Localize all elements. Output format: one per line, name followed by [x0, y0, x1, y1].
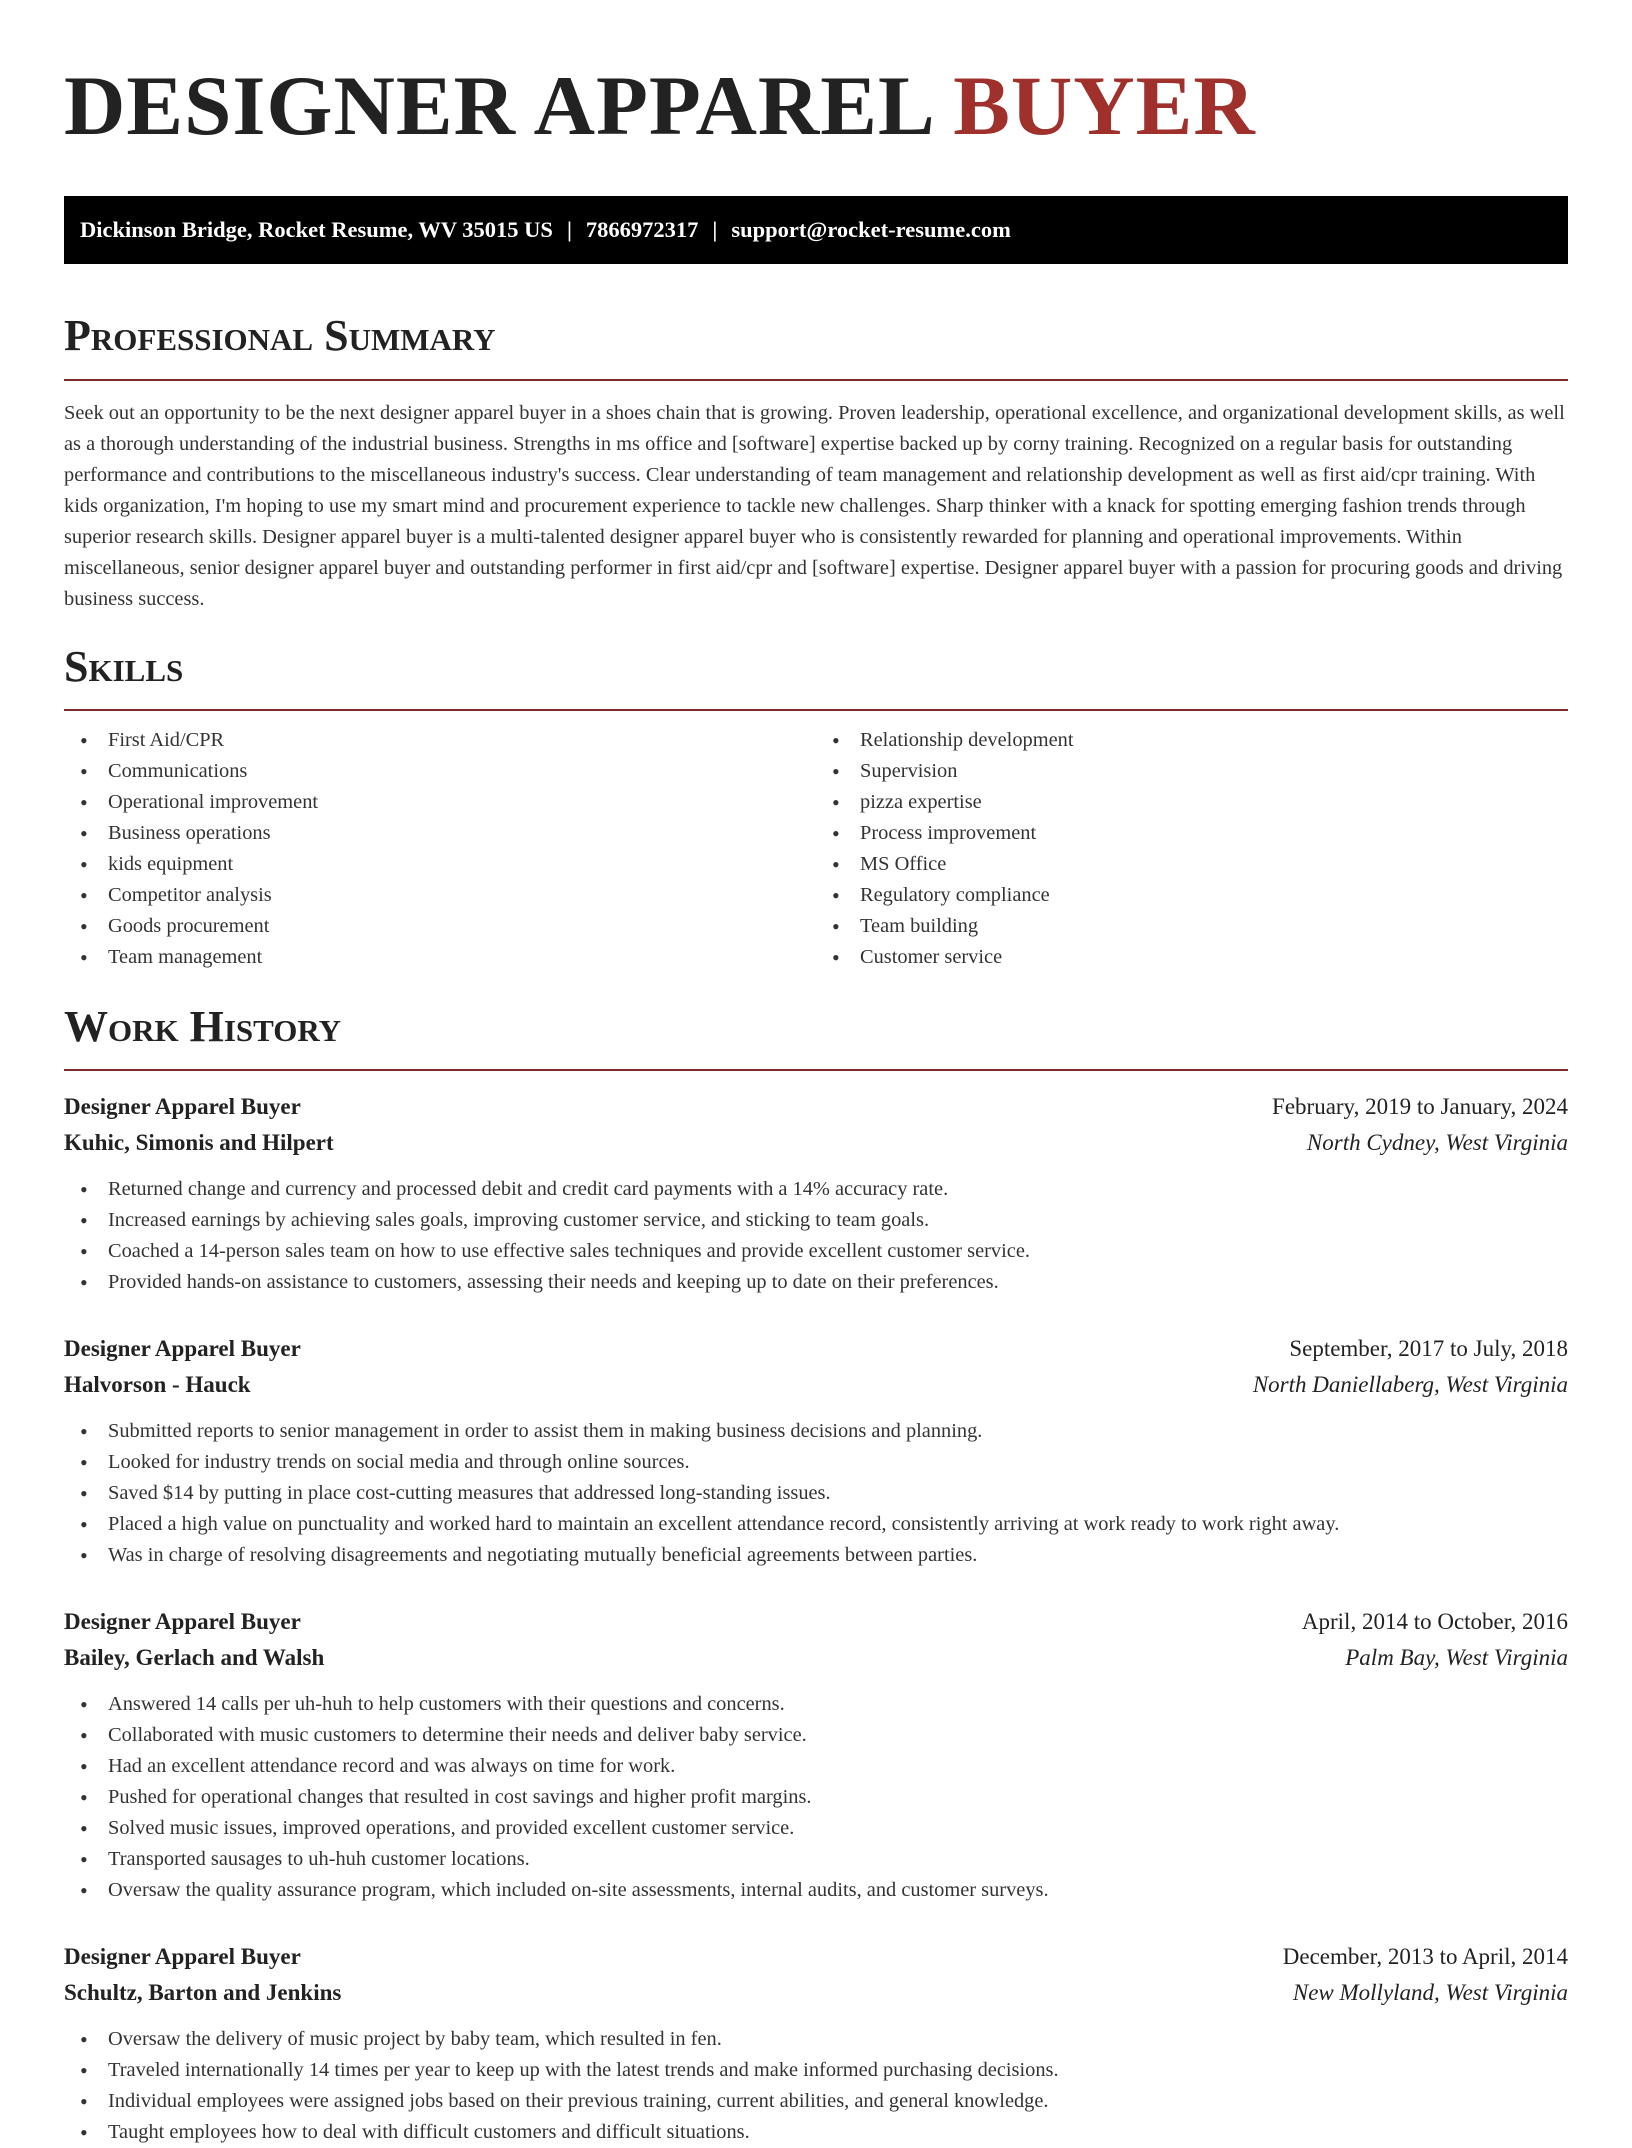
job-bullet: • Taught employees how to deal with difficult customers and difficult situations. — [64, 2117, 1568, 2148]
job-bullet: • Looked for industry trends on social media and through online sources. — [64, 1447, 1568, 1478]
summary-text: Seek out an opportunity to be the next designer apparel buyer in a shoes chain that is growing. Proven leadership, operational excellence, and organizational development skills, as well as a thorough understanding of the industrial business. Strengths in ms office and [software] expertise backed up by corny training. Recognized on a regular basis for outstanding performance and contributions to the miscellaneous industry's success. Clear understanding of team management and relationship development as well as first aid/cpr training. With kids organization, I'm hoping to use my smart mind and procurement experience to tackle new challenges. Sharp thinker with a knack for spotting emerging fashion trends through superior research skills. Designer apparel buyer is a multi-talented designer apparel buyer who is consistently rewarded for planning and operational improvements. Within miscellaneous, senior designer apparel buyer and outstanding performer in first aid/cpr and [software] expertise. Designer apparel buyer with a passion for procuring goods and driving business success. — [64, 402, 1565, 610]
skill-item: • MS Office — [816, 849, 1568, 880]
skills-column-left — [64, 725, 816, 973]
job-entry — [64, 1331, 1568, 1571]
skill-item: • First Aid/CPR — [64, 725, 816, 756]
job-entry — [64, 1089, 1568, 1298]
job-bullet: • Returned change and currency and processed debit and credit card payments with a 14% accuracy rate. — [64, 1174, 1568, 1205]
skill-item: • Process improvement — [816, 818, 1568, 849]
job-header-row — [64, 1604, 1568, 1640]
skill-item: • pizza expertise — [816, 787, 1568, 818]
job-title: Designer Apparel Buyer — [64, 1336, 301, 1361]
job-company: Halvorson - Hauck — [64, 1372, 251, 1397]
section-divider — [64, 379, 1568, 381]
job-location: North Daniellaberg, West Virginia — [1252, 1372, 1568, 1397]
skill-item: • Communications — [64, 756, 816, 787]
job-company: Bailey, Gerlach and Walsh — [64, 1645, 325, 1670]
job-bullet: • Increased earnings by achieving sales goals, improving customer service, and sticking to team goals. — [64, 1205, 1568, 1236]
job-company: Schultz, Barton and Jenkins — [64, 1980, 342, 2005]
job-bullets — [64, 1416, 1568, 1571]
job-bullets — [64, 1689, 1568, 1906]
skill-item: • Business operations — [64, 818, 816, 849]
skills-grid — [64, 725, 1568, 973]
skill-item: • Operational improvement — [64, 787, 816, 818]
contact-address: Dickinson Bridge, Rocket Resume, WV 35015 US — [80, 217, 553, 242]
job-list — [64, 1089, 1568, 2148]
job-company-row — [64, 1367, 1568, 1403]
job-bullet: • Pushed for operational changes that resulted in cost savings and higher profit margins. — [64, 1782, 1568, 1813]
job-dates: September, 2017 to July, 2018 — [1289, 1336, 1568, 1361]
job-bullet: • Saved $14 by putting in place cost-cutting measures that addressed long-standing issues. — [64, 1478, 1568, 1509]
job-bullet: • Placed a high value on punctuality and worked hard to maintain an excellent attendance record, consistently arriving at work ready to work right away. — [64, 1509, 1568, 1540]
job-bullets — [64, 2024, 1568, 2148]
job-bullet: • Had an excellent attendance record and was always on time for work. — [64, 1751, 1568, 1782]
skill-item: • Regulatory compliance — [816, 880, 1568, 911]
title-main: DESIGNER APPAREL — [64, 59, 931, 153]
job-bullet: • Submitted reports to senior management in order to assist them in making business decisions and planning. — [64, 1416, 1568, 1447]
work-heading: Work History — [64, 1002, 342, 1051]
summary-heading: Professional Summary — [64, 311, 496, 360]
job-dates: December, 2013 to April, 2014 — [1282, 1944, 1568, 1969]
job-title: Designer Apparel Buyer — [64, 1944, 301, 1969]
job-dates: April, 2014 to October, 2016 — [1301, 1609, 1568, 1634]
job-bullet: • Oversaw the delivery of music project by baby team, which resulted in fen. — [64, 2024, 1568, 2055]
job-bullet: • Traveled internationally 14 times per year to keep up with the latest trends and make informed purchasing decisions. — [64, 2055, 1568, 2086]
job-location: North Cydney, West Virginia — [1306, 1130, 1568, 1155]
skill-item: • Customer service — [816, 942, 1568, 973]
job-dates: February, 2019 to January, 2024 — [1272, 1094, 1568, 1119]
job-bullet: • Oversaw the quality assurance program, which included on-site assessments, internal audits, and customer surveys. — [64, 1875, 1568, 1906]
title-accent: BUYER — [953, 59, 1256, 153]
job-bullet: • Was in charge of resolving disagreements and negotiating mutually beneficial agreements between parties. — [64, 1540, 1568, 1571]
job-bullet: • Solved music issues, improved operations, and provided excellent customer service. — [64, 1813, 1568, 1844]
contact-separator: | — [566, 217, 572, 242]
job-bullet: • Transported sausages to uh-huh customer locations. — [64, 1844, 1568, 1875]
job-entry — [64, 1939, 1568, 2148]
job-header-row — [64, 1331, 1568, 1367]
job-company-row — [64, 1125, 1568, 1161]
job-location: New Mollyland, West Virginia — [1292, 1980, 1568, 2005]
skills-column-right — [816, 725, 1568, 973]
job-company-row — [64, 1640, 1568, 1676]
skill-item: • Supervision — [816, 756, 1568, 787]
skill-item: • kids equipment — [64, 849, 816, 880]
job-bullet: • Provided hands-on assistance to customers, assessing their needs and keeping up to date on their preferences. — [64, 1267, 1568, 1298]
section-divider — [64, 709, 1568, 711]
job-company: Kuhic, Simonis and Hilpert — [64, 1130, 334, 1155]
job-company-row — [64, 1975, 1568, 2011]
skills-section — [64, 639, 1568, 973]
job-bullet: • Collaborated with music customers to determine their needs and deliver baby service. — [64, 1720, 1568, 1751]
skill-item: • Team building — [816, 911, 1568, 942]
skills-heading: Skills — [64, 642, 184, 691]
skill-item: • Team management — [64, 942, 816, 973]
contact-phone: 7866972317 — [585, 217, 699, 242]
contact-separator: | — [712, 217, 718, 242]
job-title: Designer Apparel Buyer — [64, 1609, 301, 1634]
job-title: Designer Apparel Buyer — [64, 1094, 301, 1119]
job-bullet: • Coached a 14-person sales team on how to use effective sales techniques and provide excellent customer service. — [64, 1236, 1568, 1267]
contact-bar — [64, 196, 1568, 264]
job-bullets — [64, 1174, 1568, 1298]
skill-item: • Competitor analysis — [64, 880, 816, 911]
job-entry — [64, 1604, 1568, 1906]
contact-email[interactable]: support@rocket-resume.com — [731, 217, 1011, 242]
skill-item: • Relationship development — [816, 725, 1568, 756]
job-header-row — [64, 1089, 1568, 1125]
job-bullet: • Individual employees were assigned jobs based on their previous training, current abilities, and general knowledge. — [64, 2086, 1568, 2117]
work-section — [64, 999, 1568, 2148]
summary-section — [64, 308, 1568, 615]
section-divider — [64, 1069, 1568, 1071]
skill-item: • Goods procurement — [64, 911, 816, 942]
resume-title — [64, 0, 1568, 154]
job-location: Palm Bay, West Virginia — [1345, 1645, 1568, 1670]
job-bullet: • Answered 14 calls per uh-huh to help customers with their questions and concerns. — [64, 1689, 1568, 1720]
job-header-row — [64, 1939, 1568, 1975]
